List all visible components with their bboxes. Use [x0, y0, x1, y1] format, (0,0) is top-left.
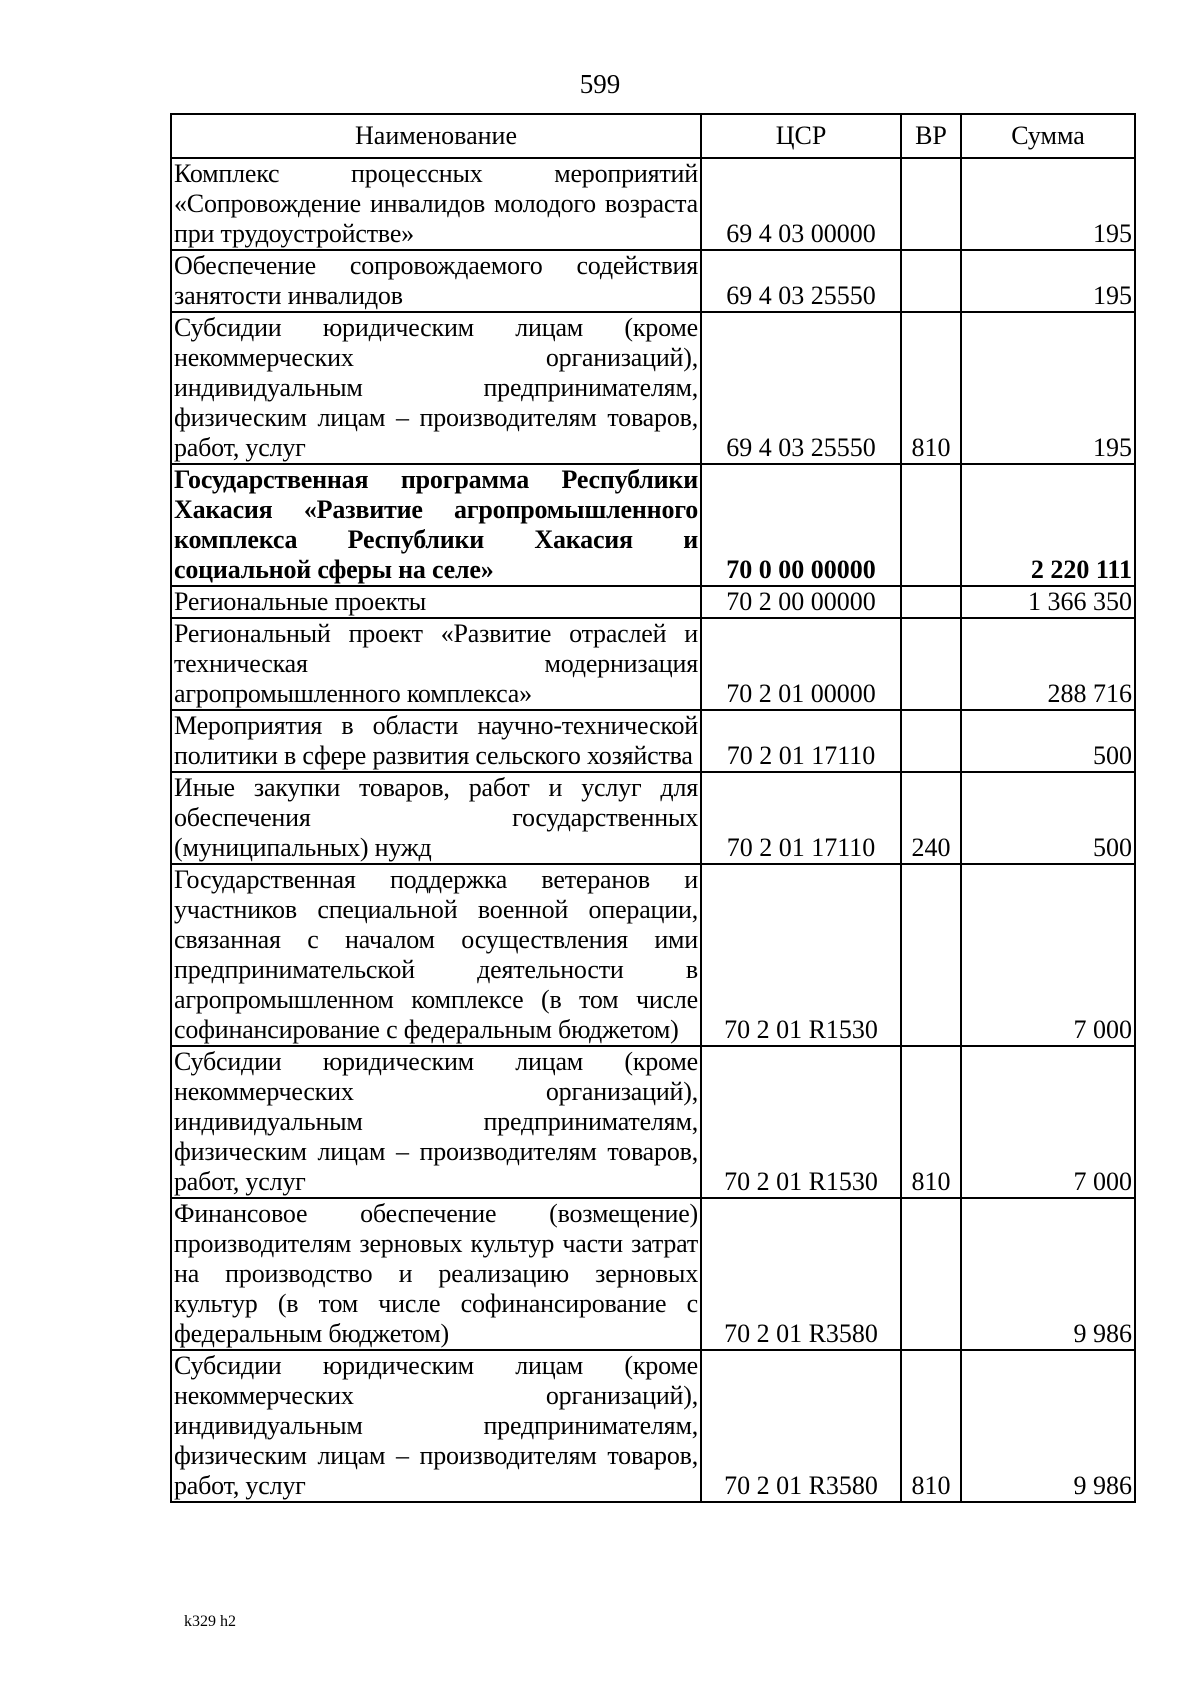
row-sum: 195 — [961, 312, 1135, 464]
footer-code: k329 h2 — [184, 1613, 236, 1630]
header-vr: ВР — [901, 114, 961, 158]
table-row — [171, 464, 1135, 586]
row-name: Мероприятия в области научно-технической политики в сфере развития сельского хозяйства — [171, 710, 701, 772]
row-name: Комплекс процессных мероприятий «Сопровождение инвалидов молодого возраста при трудоустройстве» — [171, 158, 701, 250]
row-csr: 70 2 01 R1530 — [701, 1046, 901, 1198]
row-csr: 70 2 01 R3580 — [701, 1198, 901, 1350]
row-vr — [901, 864, 961, 1046]
row-csr: 70 2 01 17110 — [701, 710, 901, 772]
row-sum: 500 — [961, 710, 1135, 772]
header-name: Наименование — [171, 114, 701, 158]
row-csr: 69 4 03 00000 — [701, 158, 901, 250]
table-row — [171, 618, 1135, 710]
row-name: Региональный проект «Развитие отраслей и техническая модернизация агропромышленного комплекса» — [171, 618, 701, 710]
header-csr: ЦСР — [701, 114, 901, 158]
row-csr: 70 2 01 R3580 — [701, 1350, 901, 1502]
table-row — [171, 772, 1135, 864]
row-sum: 9 986 — [961, 1198, 1135, 1350]
row-vr: 810 — [901, 1046, 961, 1198]
row-vr: 810 — [901, 312, 961, 464]
row-vr — [901, 250, 961, 312]
row-vr — [901, 586, 961, 618]
row-vr — [901, 158, 961, 250]
row-csr: 70 2 01 17110 — [701, 772, 901, 864]
table-row — [171, 250, 1135, 312]
page-number: 599 — [579, 69, 621, 99]
row-vr: 240 — [901, 772, 961, 864]
row-csr: 70 2 01 R1530 — [701, 864, 901, 1046]
table-row — [171, 710, 1135, 772]
header-sum: Сумма — [961, 114, 1135, 158]
row-sum: 9 986 — [961, 1350, 1135, 1502]
row-name: Субсидии юридическим лицам (кроме некоммерческих организаций), индивидуальным предпринимателям, физическим лицам – производителям товаров, работ, услуг — [171, 1046, 701, 1198]
row-sum: 7 000 — [961, 1046, 1135, 1198]
row-vr: 810 — [901, 1350, 961, 1502]
table-row — [171, 1046, 1135, 1198]
row-name: Государственная поддержка ветеранов и участников специальной военной операции, связанная с началом осуществления ими предпринимательской деятельности в агропромышленном комплексе (в том числе софинансирование с федеральным бюджетом) — [171, 864, 701, 1046]
row-sum: 195 — [961, 250, 1135, 312]
row-vr — [901, 710, 961, 772]
row-vr — [901, 618, 961, 710]
row-vr — [901, 464, 961, 586]
row-sum: 7 000 — [961, 864, 1135, 1046]
row-sum: 195 — [961, 158, 1135, 250]
row-name: Субсидии юридическим лицам (кроме некоммерческих организаций), индивидуальным предпринимателям, физическим лицам – производителям товаров, работ, услуг — [171, 312, 701, 464]
row-name: Обеспечение сопровождаемого содействия занятости инвалидов — [171, 250, 701, 312]
row-name: Иные закупки товаров, работ и услуг для обеспечения государственных (муниципальных) нужд — [171, 772, 701, 864]
table-row — [171, 1350, 1135, 1502]
table-row — [171, 312, 1135, 464]
row-sum: 1 366 350 — [961, 586, 1135, 618]
budget-table — [170, 113, 1136, 1503]
row-csr: 69 4 03 25550 — [701, 250, 901, 312]
row-sum: 500 — [961, 772, 1135, 864]
row-sum: 288 716 — [961, 618, 1135, 710]
table-header-row — [171, 114, 1135, 158]
table-body — [171, 158, 1135, 1502]
table-row — [171, 586, 1135, 618]
table-row — [171, 158, 1135, 250]
table-row — [171, 864, 1135, 1046]
row-csr: 70 0 00 00000 — [701, 464, 901, 586]
row-vr — [901, 1198, 961, 1350]
table-row — [171, 1198, 1135, 1350]
row-csr: 69 4 03 25550 — [701, 312, 901, 464]
row-sum: 2 220 111 — [961, 464, 1135, 586]
row-name: Региональные проекты — [171, 586, 701, 618]
row-csr: 70 2 01 00000 — [701, 618, 901, 710]
row-name: Субсидии юридическим лицам (кроме некоммерческих организаций), индивидуальным предпринимателям, физическим лицам – производителям товаров, работ, услуг — [171, 1350, 701, 1502]
row-name: Финансовое обеспечение (возмещение) производителям зерновых культур части затрат на производство и реализацию зерновых культур (в том числе софинансирование с федеральным бюджетом) — [171, 1198, 701, 1350]
row-name: Государственная программа Республики Хакасия «Развитие агропромышленного комплекса Республики Хакасия и социальной сферы на селе» — [171, 464, 701, 586]
row-csr: 70 2 00 00000 — [701, 586, 901, 618]
